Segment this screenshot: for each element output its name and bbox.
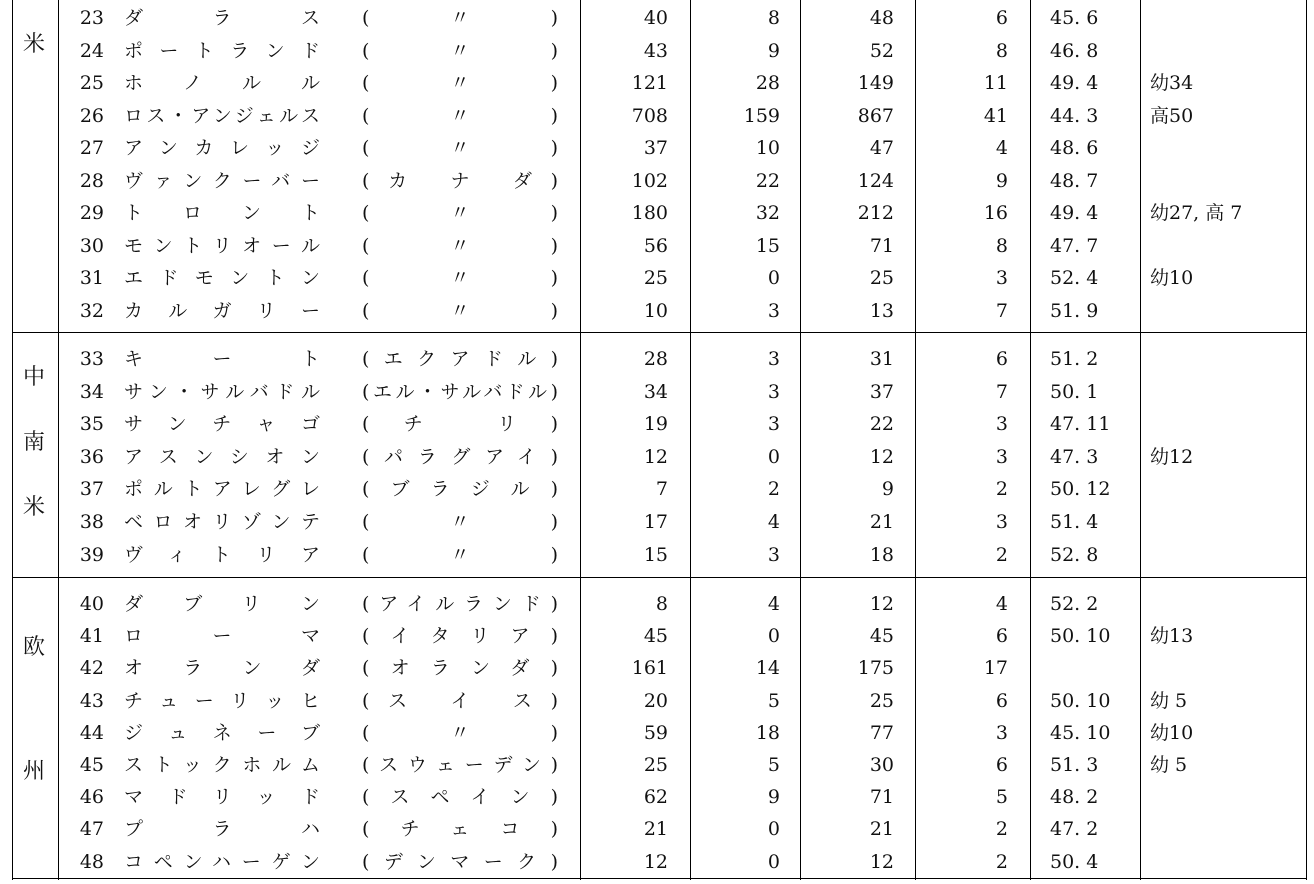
city-name: アスンシオン	[124, 445, 320, 468]
table-row	[0, 685, 1314, 717]
table-row	[0, 2, 1314, 34]
value-b: 5	[767, 754, 780, 776]
value-total: 212	[857, 202, 894, 224]
value-b: 9	[767, 786, 780, 809]
row-number: 27	[79, 137, 104, 159]
value-b: 5	[767, 689, 780, 712]
row-number: 36	[79, 445, 104, 468]
row-number: 32	[79, 299, 104, 322]
city-name: プ ラ ハ	[124, 818, 320, 841]
country-name: ( 〃 )	[362, 202, 558, 224]
value-total: 13	[869, 299, 894, 322]
value-a: 121	[631, 72, 668, 94]
value-d: 2	[995, 543, 1008, 566]
value-total: 25	[869, 267, 894, 289]
country-name: (ブラジル)	[362, 478, 558, 501]
city-name: ト ロ ン ト	[124, 202, 320, 224]
date-value: 49. 4	[1050, 72, 1099, 94]
table-row	[0, 781, 1314, 813]
value-a: 34	[643, 380, 668, 403]
city-name: ホ ノ ル ル	[124, 72, 320, 94]
date-value: 50. 10	[1050, 689, 1111, 712]
date-value: 50. 10	[1050, 625, 1111, 648]
country-name: ( 〃 )	[362, 511, 558, 533]
value-total: 48	[869, 7, 894, 29]
country-name: ( 〃 )	[362, 299, 558, 322]
date-value: 49. 4	[1050, 202, 1099, 224]
value-total: 22	[869, 413, 894, 436]
date-value: 47. 3	[1050, 445, 1099, 468]
note: 幼 5	[1150, 689, 1188, 712]
horizontal-rule	[12, 332, 1306, 333]
value-total: 12	[869, 850, 894, 873]
value-a: 19	[643, 413, 668, 436]
table-row	[0, 717, 1314, 749]
value-b: 8	[767, 7, 780, 29]
value-a: 7	[655, 478, 668, 501]
table-row	[0, 539, 1314, 571]
value-a: 20	[643, 689, 668, 712]
city-name: オランダ	[124, 657, 320, 680]
value-b: 32	[755, 202, 780, 224]
date-value: 47. 2	[1050, 818, 1099, 841]
value-a: 17	[643, 511, 668, 533]
row-number: 34	[79, 380, 104, 403]
value-total: 124	[857, 169, 894, 192]
horizontal-rule	[12, 577, 1306, 578]
value-a: 161	[631, 657, 668, 680]
country-name: (スウェーデン)	[362, 754, 558, 776]
value-b: 14	[755, 657, 780, 680]
country-name: ( 〃 )	[362, 234, 558, 257]
country-name: ( 〃 )	[362, 7, 558, 29]
row-number: 31	[79, 267, 104, 289]
table-row	[0, 408, 1314, 440]
row-number: 44	[79, 721, 104, 744]
date-value: 52. 4	[1050, 267, 1099, 289]
value-b: 18	[755, 721, 780, 744]
city-name: ロ ー マ	[124, 625, 320, 648]
row-number: 33	[79, 348, 104, 370]
date-value: 48. 7	[1050, 169, 1099, 192]
value-total: 45	[869, 625, 894, 648]
row-number: 46	[79, 786, 104, 809]
row-number: 30	[79, 234, 104, 257]
value-d: 6	[995, 625, 1008, 648]
value-total: 21	[869, 511, 894, 533]
date-value: 51. 2	[1050, 348, 1099, 370]
date-value: 51. 3	[1050, 754, 1099, 776]
country-name: (スペイン)	[362, 786, 558, 809]
country-name: (エル・サルバドル)	[362, 380, 558, 403]
value-b: 4	[767, 511, 780, 533]
table-row	[0, 749, 1314, 781]
city-name: ダブリン	[124, 593, 320, 615]
row-number: 26	[79, 104, 104, 127]
city-name: ヴァンクーバー	[124, 169, 320, 192]
row-number: 37	[79, 478, 104, 501]
region-label: 欧	[22, 635, 45, 660]
city-name: チューリッヒ	[124, 689, 320, 712]
value-d: 16	[983, 202, 1008, 224]
table-row	[0, 813, 1314, 845]
row-number: 42	[79, 657, 104, 680]
value-b: 0	[767, 850, 780, 873]
table-row	[0, 132, 1314, 164]
value-a: 708	[631, 104, 668, 127]
value-d: 9	[995, 169, 1008, 192]
row-number: 43	[79, 689, 104, 712]
value-total: 18	[869, 543, 894, 566]
value-total: 149	[857, 72, 894, 94]
value-total: 12	[869, 593, 894, 615]
table-row	[0, 588, 1314, 620]
value-d: 4	[995, 593, 1008, 615]
note: 幼13	[1150, 625, 1194, 648]
value-d: 3	[995, 267, 1008, 289]
value-d: 6	[995, 348, 1008, 370]
date-value: 44. 3	[1050, 104, 1099, 127]
table-row	[0, 35, 1314, 67]
value-d: 6	[995, 7, 1008, 29]
value-d: 2	[995, 478, 1008, 501]
value-d: 41	[983, 104, 1008, 127]
country-name: (カ ナ ダ)	[362, 169, 558, 192]
row-number: 35	[79, 413, 104, 436]
table-row	[0, 262, 1314, 294]
value-a: 12	[643, 850, 668, 873]
country-name: ( 〃 )	[362, 39, 558, 62]
date-value: 47. 7	[1050, 234, 1099, 257]
value-b: 9	[767, 39, 780, 62]
country-name: (チェコ)	[362, 818, 558, 841]
country-name: (エクアドル)	[362, 348, 558, 370]
value-a: 37	[643, 137, 668, 159]
city-name: サン・サルバドル	[124, 380, 320, 403]
date-value: 50. 1	[1050, 380, 1099, 403]
value-a: 12	[643, 445, 668, 468]
table-row	[0, 197, 1314, 229]
value-total: 71	[869, 234, 894, 257]
value-b: 4	[767, 593, 780, 615]
value-b: 3	[767, 543, 780, 566]
value-a: 40	[643, 7, 668, 29]
value-total: 12	[869, 445, 894, 468]
date-value: 48. 2	[1050, 786, 1099, 809]
row-number: 23	[79, 7, 104, 29]
row-number: 39	[79, 543, 104, 566]
row-number: 28	[79, 169, 104, 192]
value-total: 175	[857, 657, 894, 680]
note: 幼27, 高 7	[1150, 202, 1243, 224]
value-a: 25	[643, 267, 668, 289]
value-b: 3	[767, 380, 780, 403]
row-number: 40	[79, 593, 104, 615]
row-number: 25	[79, 72, 104, 94]
value-a: 102	[631, 169, 668, 192]
value-a: 59	[643, 721, 668, 744]
value-a: 21	[643, 818, 668, 841]
table-row	[0, 441, 1314, 473]
value-d: 17	[983, 657, 1008, 680]
note: 幼12	[1150, 445, 1194, 468]
value-d: 3	[995, 413, 1008, 436]
table-row	[0, 230, 1314, 262]
value-b: 0	[767, 267, 780, 289]
table-row	[0, 652, 1314, 684]
value-a: 25	[643, 754, 668, 776]
value-b: 3	[767, 348, 780, 370]
table-row	[0, 165, 1314, 197]
value-b: 3	[767, 413, 780, 436]
country-name: ( 〃 )	[362, 137, 558, 159]
country-name: ( 〃 )	[362, 721, 558, 744]
note: 幼 5	[1150, 754, 1188, 776]
country-name: ( 〃 )	[362, 267, 558, 289]
note: 高50	[1150, 104, 1194, 127]
row-number: 45	[79, 754, 104, 776]
date-value: 45. 10	[1050, 721, 1111, 744]
value-d: 6	[995, 754, 1008, 776]
value-a: 28	[643, 348, 668, 370]
value-d: 7	[995, 299, 1008, 322]
city-name: ヴィトリア	[124, 543, 320, 566]
value-b: 28	[755, 72, 780, 94]
table-row	[0, 506, 1314, 538]
note: 幼10	[1150, 267, 1194, 289]
value-total: 77	[869, 721, 894, 744]
date-value: 46. 8	[1050, 39, 1099, 62]
value-b: 0	[767, 445, 780, 468]
region-label: 中	[22, 365, 45, 390]
value-total: 25	[869, 689, 894, 712]
city-name: サンチャゴ	[124, 413, 320, 436]
region-label: 南	[22, 430, 45, 455]
city-name: ポートランド	[124, 39, 320, 62]
value-a: 45	[643, 625, 668, 648]
value-a: 56	[643, 234, 668, 257]
value-a: 43	[643, 39, 668, 62]
value-d: 2	[995, 850, 1008, 873]
value-total: 47	[869, 137, 894, 159]
city-name: コペンハーゲン	[124, 850, 320, 873]
value-d: 7	[995, 380, 1008, 403]
row-number: 29	[79, 202, 104, 224]
value-d: 3	[995, 445, 1008, 468]
country-name: (オランダ)	[362, 657, 558, 680]
country-name: ( 〃 )	[362, 543, 558, 566]
value-d: 4	[995, 137, 1008, 159]
value-b: 0	[767, 625, 780, 648]
date-value: 51. 9	[1050, 299, 1099, 322]
value-total: 9	[881, 478, 894, 501]
table-row	[0, 620, 1314, 652]
date-value: 50. 12	[1050, 478, 1111, 501]
city-name: アンカレッジ	[124, 137, 320, 159]
date-value: 48. 6	[1050, 137, 1099, 159]
country-name: (ス イ ス)	[362, 689, 558, 712]
city-name: ポルトアレグレ	[124, 478, 320, 501]
value-a: 180	[631, 202, 668, 224]
note: 幼34	[1150, 72, 1194, 94]
city-name: キ ー ト	[124, 348, 320, 370]
value-d: 8	[995, 39, 1008, 62]
country-name: ( 〃 )	[362, 104, 558, 127]
city-name: カルガリー	[124, 299, 320, 322]
value-d: 3	[995, 721, 1008, 744]
value-total: 37	[869, 380, 894, 403]
value-d: 6	[995, 689, 1008, 712]
value-total: 52	[869, 39, 894, 62]
row-number: 24	[79, 39, 104, 62]
country-name: (チ リ)	[362, 413, 558, 436]
country-name: (パラグアイ)	[362, 445, 558, 468]
city-name: ロス・アンジェルス	[124, 104, 320, 127]
value-a: 15	[643, 543, 668, 566]
table-row	[0, 67, 1314, 99]
value-total: 867	[857, 104, 894, 127]
value-total: 31	[869, 348, 894, 370]
value-b: 3	[767, 299, 780, 322]
table-row	[0, 343, 1314, 375]
city-name: モントリオール	[124, 234, 320, 257]
region-label: 米	[22, 32, 45, 57]
date-value: 47. 11	[1050, 413, 1111, 436]
region-label: 州	[22, 759, 45, 784]
value-total: 21	[869, 818, 894, 841]
value-b: 0	[767, 818, 780, 841]
row-number: 48	[79, 850, 104, 873]
date-value: 51. 4	[1050, 511, 1099, 533]
value-d: 3	[995, 511, 1008, 533]
row-number: 38	[79, 511, 104, 533]
city-name: ベロオリゾンテ	[124, 511, 320, 533]
value-b: 22	[755, 169, 780, 192]
country-name: (デンマーク)	[362, 850, 558, 873]
note: 幼10	[1150, 721, 1194, 744]
value-a: 8	[655, 593, 668, 615]
value-b: 2	[767, 478, 780, 501]
country-name: (アイルランド)	[362, 593, 558, 615]
value-d: 11	[983, 72, 1008, 94]
city-name: マドリッド	[124, 786, 320, 809]
value-d: 2	[995, 818, 1008, 841]
table-row	[0, 846, 1314, 878]
table-row	[0, 295, 1314, 327]
date-value: 45. 6	[1050, 7, 1099, 29]
value-d: 8	[995, 234, 1008, 257]
city-name: ダ ラ ス	[124, 7, 320, 29]
country-name: (イタリア)	[362, 625, 558, 648]
value-a: 62	[643, 786, 668, 809]
region-label: 米	[22, 495, 45, 520]
city-name: ストックホルム	[124, 754, 320, 776]
city-name: エドモントン	[124, 267, 320, 289]
table-row	[0, 473, 1314, 505]
row-number: 47	[79, 818, 104, 841]
date-value: 52. 8	[1050, 543, 1099, 566]
value-total: 30	[869, 754, 894, 776]
horizontal-rule	[12, 878, 1306, 879]
value-total: 71	[869, 786, 894, 809]
value-a: 10	[643, 299, 668, 322]
value-d: 5	[995, 786, 1008, 809]
city-name: ジュネーブ	[124, 721, 320, 744]
date-value: 50. 4	[1050, 850, 1099, 873]
row-number: 41	[79, 625, 104, 648]
value-b: 159	[743, 104, 780, 127]
table-row	[0, 376, 1314, 408]
country-name: ( 〃 )	[362, 72, 558, 94]
value-b: 10	[755, 137, 780, 159]
value-b: 15	[755, 234, 780, 257]
date-value: 52. 2	[1050, 593, 1099, 615]
table-row	[0, 100, 1314, 132]
